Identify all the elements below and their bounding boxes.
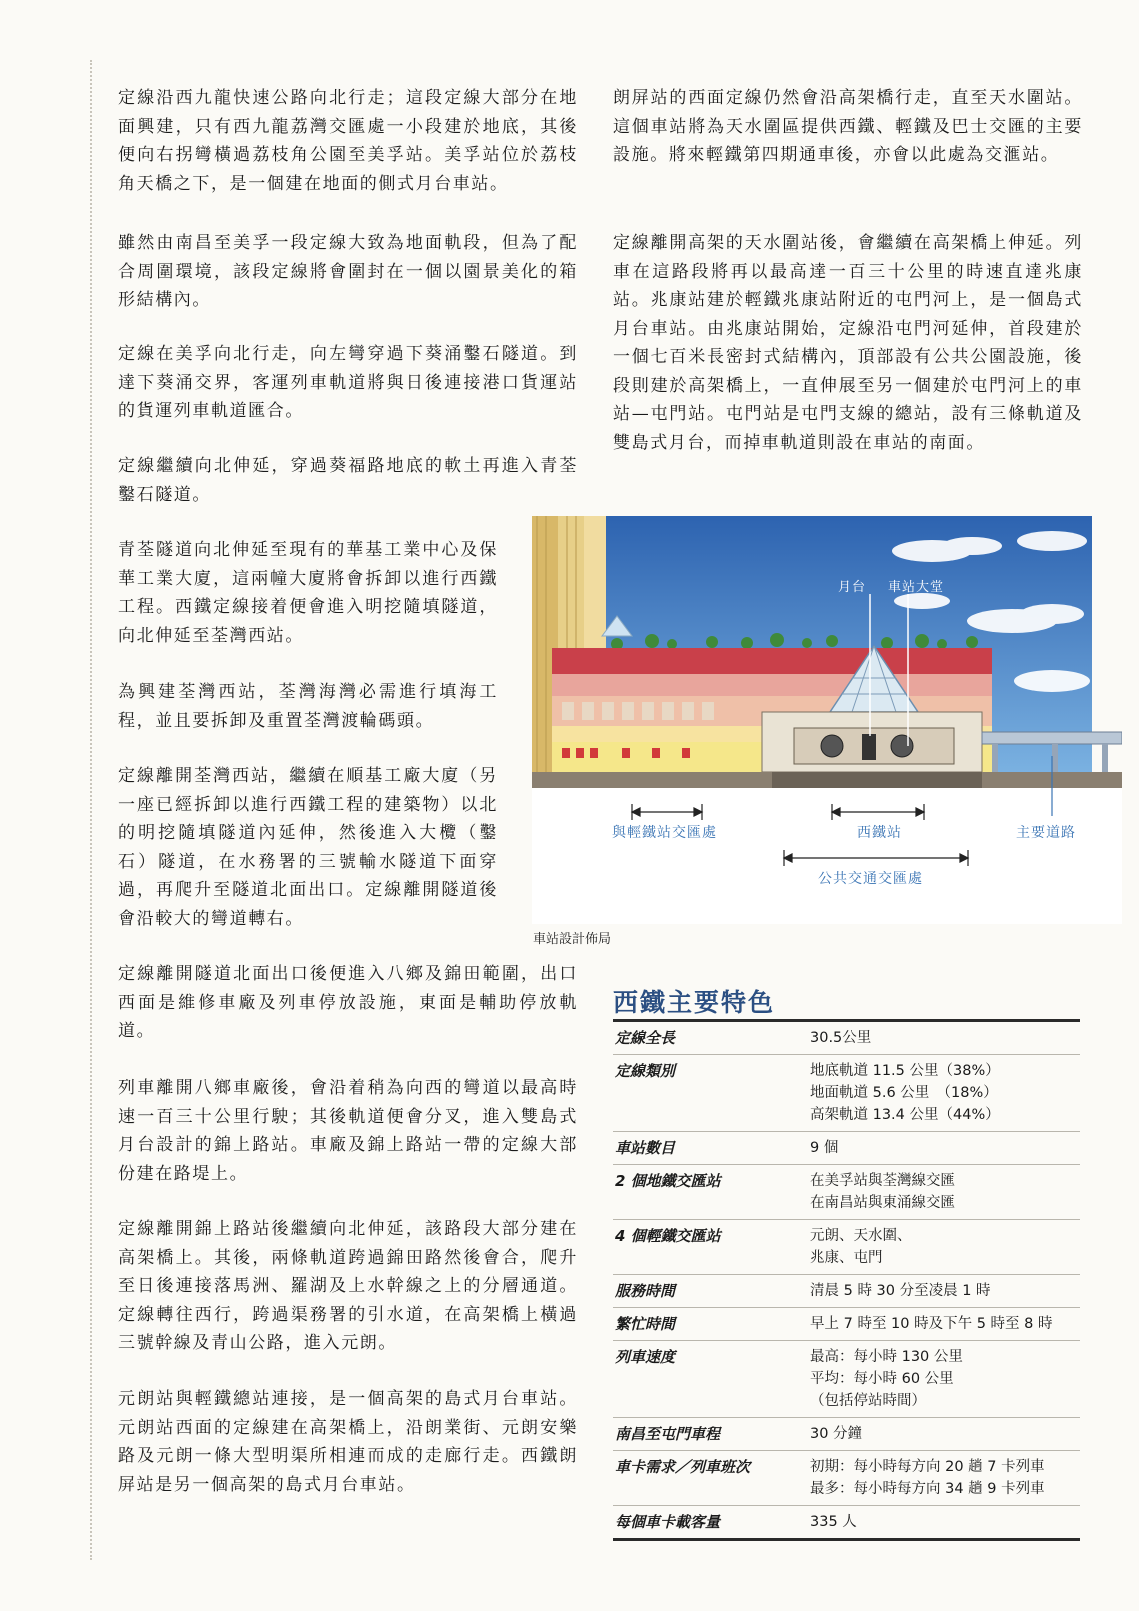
- table-row-key: 車卡需求／列車班次: [615, 1458, 751, 1476]
- table-row-value: [810, 1423, 1080, 1445]
- table-row: [613, 1022, 1080, 1055]
- label-transport-interchange: 公共交通交匯處: [818, 871, 923, 887]
- table-value-line: 9 個: [810, 1140, 839, 1156]
- table-row-value: [810, 1456, 1080, 1500]
- label-lrt-interchange: 與輕鐵站交匯處: [612, 825, 717, 841]
- table-row: [613, 1220, 1080, 1275]
- table-row: [613, 1165, 1080, 1220]
- paragraph: 朗屏站的西面定線仍然會沿高架橋行走，直至天水圍站。這個車站將為天水圍區提供西鐵、輕鐵及巴士交匯的主要設施。將來輕鐵第四期通車後，亦會以此處為交滙站。: [613, 88, 1083, 165]
- station-cross-section-illustration: [532, 516, 1122, 924]
- table-row-value: [810, 1060, 1080, 1126]
- paragraph: 定線在美孚向北行走，向左彎穿過下葵涌鑿石隧道。到達下葵涌交界，客運列車軌道將與日後連接港口貨運站的貨運列車軌道匯合。: [118, 344, 578, 421]
- paragraph: 定線離開高架的天水圍站後，會繼續在高架橋上伸延。列車在這路段將再以最高達一百三十公里的時速直達兆康站。兆康站建於輕鐵兆康站附近的屯門河上，是一個島式月台車站。由兆康站開始，定線沿屯門河延伸，首段建於一個七百米長密封式結構內，頂部設有公共公園設施，後段則建於高架橋上，一直伸展至另一個建於屯門河上的車站—屯門站。屯門站是屯門支線的總站，設有三條軌道及雙島式月台，而掉車軌道則設在車站的南面。: [613, 233, 1083, 453]
- table-row-key: 列車速度: [615, 1348, 676, 1366]
- paragraph: 為興建荃灣西站，荃灣海灣必需進行填海工程，並且要拆卸及重置荃灣渡輪碼頭。: [118, 682, 498, 731]
- table-row: [613, 1418, 1080, 1451]
- table-value-line: 335 人: [810, 1514, 857, 1530]
- table-value-line: 元朗、天水圍、: [810, 1228, 912, 1244]
- table-row: [613, 1132, 1080, 1165]
- table-row-key: 服務時間: [615, 1282, 676, 1300]
- table-value-line: 地底軌道 11.5 公里（38%）: [810, 1063, 1000, 1079]
- paragraph: 列車離開八鄉車廠後，會沿着稍為向西的彎道以最高時速一百三十公里行駛；其後軌道便會分叉，進入雙島式月台設計的錦上路站。車廠及錦上路站一帶的定線大部份建在路堤上。: [118, 1078, 578, 1184]
- label-main-road: 主要道路: [1016, 825, 1076, 841]
- station-layout-figure: [532, 516, 1122, 924]
- table-row: [613, 1055, 1080, 1132]
- table-value-line: 在美孚站與荃灣線交匯: [810, 1173, 955, 1189]
- label-platform: 月台: [838, 580, 867, 595]
- table-row-value: [810, 1137, 1080, 1159]
- table-row-value: [810, 1511, 1080, 1533]
- label-west-rail-station: 西鐵站: [857, 825, 902, 841]
- table-value-line: （包括停站時間）: [810, 1393, 926, 1409]
- paragraph: 青荃隧道向北伸延至現有的華基工業中心及保華工業大廈，這兩幢大廈將會拆卸以進行西鐵工程。西鐵定線接着便會進入明挖隨填隧道，向北伸延至荃灣西站。: [118, 540, 498, 646]
- table-value-line: 早上 7 時至 10 時及下午 5 時至 8 時: [810, 1316, 1053, 1332]
- table-value-line: 地面軌道 5.6 公里 （18%）: [810, 1085, 998, 1101]
- paragraph: 定線沿西九龍快速公路向北行走；這段定線大部分在地面興建，只有西九龍荔灣交匯處一小段建於地底，其後便向右拐彎橫過荔枝角公園至美孚站。美孚站位於荔枝角天橋之下，是一個建在地面的側式月台車站。: [118, 88, 578, 194]
- table-value-line: 30.5公里: [810, 1030, 872, 1046]
- table-value-line: 兆康、屯門: [810, 1250, 883, 1266]
- table-row-value: [810, 1313, 1080, 1335]
- table-row-value: [810, 1027, 1080, 1049]
- figure-caption: 車站設計佈局: [533, 932, 612, 947]
- table-value-line: 最高：每小時 130 公里: [810, 1349, 963, 1365]
- table-row-value: [810, 1170, 1080, 1214]
- table-row: [613, 1275, 1080, 1308]
- table-row-value: [810, 1346, 1080, 1412]
- table-row-value: [810, 1280, 1080, 1302]
- table-title: 西鐵主要特色: [613, 988, 776, 1017]
- table-row-key: 4 個輕鐵交匯站: [615, 1227, 721, 1245]
- table-value-line: 高架軌道 13.4 公里（44%）: [810, 1107, 1000, 1123]
- table-value-line: 最多：每小時每方向 34 趟 9 卡列車: [810, 1481, 1045, 1497]
- table-value-line: 在南昌站與東涌線交匯: [810, 1195, 955, 1211]
- paragraph: 定線離開錦上路站後繼續向北伸延，該路段大部分建在高架橋上。其後，兩條軌道跨過錦田路然後會合，爬升至日後連接落馬洲、羅湖及上水幹線之上的分層通道。定線轉往西行，跨過渠務署的引水道，在高架橋上橫過三號幹線及青山公路，進入元朗。: [118, 1219, 578, 1353]
- table-row-key: 定線全長: [615, 1029, 676, 1047]
- paragraph: 定線離開荃灣西站，繼續在順基工廠大廈（另一座已經拆卸以進行西鐵工程的建築物）以北的明挖隨填隧道內延伸，然後進入大欖（鑿石）隧道，在水務署的三號輸水隧道下面穿過，再爬升至隧道北面出口。定線離開隧道後會沿較大的彎道轉右。: [118, 766, 498, 929]
- table-row-key: 繁忙時間: [615, 1315, 676, 1333]
- table-row-value: [810, 1225, 1080, 1269]
- table-value-line: 清晨 5 時 30 分至凌晨 1 時: [810, 1283, 991, 1299]
- table-value-line: 30 分鐘: [810, 1426, 863, 1442]
- table-row: [613, 1451, 1080, 1506]
- margin-dotted-rule: [90, 60, 92, 1560]
- table-row-key: 南昌至屯門車程: [615, 1425, 721, 1443]
- table-row-key: 定線類別: [615, 1062, 676, 1080]
- paragraph: 雖然由南昌至美孚一段定線大致為地面軌段，但為了配合周圍環境，該段定線將會圍封在一個以園景美化的箱形結構內。: [118, 233, 578, 310]
- table-row-key: 2 個地鐵交匯站: [615, 1172, 721, 1190]
- table-row: [613, 1506, 1080, 1538]
- paragraph: 定線離開隧道北面出口後便進入八鄉及錦田範圍，出口西面是維修車廠及列車停放設施，東面是輔助停放軌道。: [118, 964, 578, 1041]
- label-concourse: 車站大堂: [888, 580, 945, 595]
- table-row-key: 每個車卡載客量: [615, 1513, 721, 1531]
- paragraph: 元朗站與輕鐵總站連接，是一個高架的島式月台車站。元朗站西面的定線建在高架橋上，沿朗業街、元朗安樂路及元朗一條大型明渠所相連而成的走廊行走。西鐵朗屏站是另一個高架的島式月台車站。: [118, 1389, 578, 1495]
- features-table: [613, 1019, 1080, 1541]
- paragraph: 定線繼續向北伸延，穿過葵福路地底的軟土再進入青荃鑿石隧道。: [118, 456, 578, 505]
- table-value-line: 平均：每小時 60 公里: [810, 1371, 954, 1387]
- table-value-line: 初期：每小時每方向 20 趟 7 卡列車: [810, 1459, 1045, 1475]
- table-row: [613, 1308, 1080, 1341]
- table-row: [613, 1341, 1080, 1418]
- table-row-key: 車站數目: [615, 1139, 676, 1157]
